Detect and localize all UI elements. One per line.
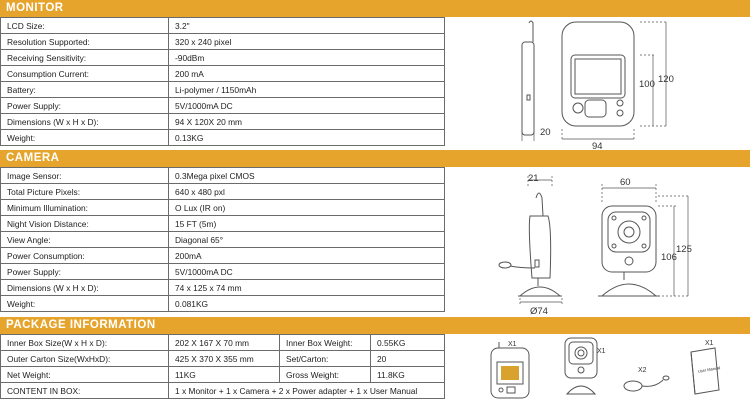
spec-value: O Lux (IR on): [169, 200, 445, 216]
spec-label: Night Vision Distance:: [1, 216, 169, 232]
table-row: [1, 168, 445, 184]
dim-label: 125: [676, 244, 692, 255]
spec-value: 5V/1000mA DC: [169, 264, 445, 280]
quantity-label: X1: [597, 348, 606, 355]
spec-value: 11.8KG: [371, 367, 445, 383]
dim-label: 120: [658, 74, 674, 85]
spec-value: 0.3Mega pixel CMOS: [169, 168, 445, 184]
table-row: [1, 383, 445, 399]
spec-label: Receiving Sensitivity:: [1, 50, 169, 66]
spec-value: 200mA: [169, 248, 445, 264]
spec-value: 0.13KG: [169, 130, 445, 146]
spec-value: Li-polymer / 1150mAh: [169, 82, 445, 98]
spec-value: 20: [371, 351, 445, 367]
table-row: [1, 296, 445, 312]
spec-value: 5V/1000mA DC: [169, 98, 445, 114]
spec-value: 425 X 370 X 355 mm: [169, 351, 280, 367]
spec-value: 320 x 240 pixel: [169, 34, 445, 50]
dim-label: 20: [540, 127, 551, 138]
section-header-package: PACKAGE INFORMATION: [0, 317, 750, 334]
table-row: [1, 18, 445, 34]
spec-label: Dimensions (W x H x D):: [1, 114, 169, 130]
spec-label: Weight:: [1, 296, 169, 312]
table-row: [1, 200, 445, 216]
package-spec-table: [0, 334, 445, 399]
table-row: [1, 34, 445, 50]
dim-label: 60: [620, 177, 631, 188]
dim-label: 94: [592, 141, 603, 150]
table-row: [1, 351, 445, 367]
spec-value: 640 x 480 pxl: [169, 184, 445, 200]
spec-label: LCD Size:: [1, 18, 169, 34]
spec-label: Gross Weight:: [280, 367, 371, 383]
spec-label: Image Sensor:: [1, 168, 169, 184]
table-row: [1, 280, 445, 296]
spec-label: Resolution Supported:: [1, 34, 169, 50]
dim-label: 21: [528, 173, 539, 184]
spec-label: Inner Box Size(W x H x D):: [1, 335, 169, 351]
power-adapter-icon: [624, 376, 669, 391]
spec-value: 15 FT (5m): [169, 216, 445, 232]
section-header-monitor: MONITOR: [0, 0, 750, 17]
spec-label: Set/Carton:: [280, 351, 371, 367]
quantity-label: X2: [638, 367, 647, 374]
monitor-dimension-drawing: [500, 17, 690, 150]
spec-label: Minimum Illumination:: [1, 200, 169, 216]
spec-label: Outer Carton Size(WxHxD):: [1, 351, 169, 367]
camera-spec-table: [0, 167, 445, 312]
spec-label: Total Picture Pixels:: [1, 184, 169, 200]
spec-label: Net Weight:: [1, 367, 169, 383]
spec-value: 0.081KG: [169, 296, 445, 312]
quantity-label: X1: [705, 340, 714, 347]
monitor-item-icon: [491, 342, 529, 398]
spec-value: 94 X 120X 20 mm: [169, 114, 445, 130]
spec-label: Power Supply:: [1, 98, 169, 114]
package-contents-drawing: [485, 334, 725, 400]
table-row: [1, 248, 445, 264]
table-row: [1, 232, 445, 248]
table-row: [1, 184, 445, 200]
spec-value: Diagonal 65°: [169, 232, 445, 248]
table-row: [1, 66, 445, 82]
spec-label: View Angle:: [1, 232, 169, 248]
dim-label: Ø74: [530, 306, 548, 316]
spec-label: Power Consumption:: [1, 248, 169, 264]
spec-value: 0.55KG: [371, 335, 445, 351]
table-row: [1, 367, 445, 383]
table-row: [1, 130, 445, 146]
dim-label: 106: [661, 252, 677, 263]
quantity-label: X1: [508, 341, 517, 348]
table-row: [1, 216, 445, 232]
spec-label: Weight:: [1, 130, 169, 146]
spec-value: 202 X 167 X 70 mm: [169, 335, 280, 351]
spec-value: 11KG: [169, 367, 280, 383]
spec-label: Consumption Current:: [1, 66, 169, 82]
table-row: [1, 98, 445, 114]
spec-value: -90dBm: [169, 50, 445, 66]
spec-label: Battery:: [1, 82, 169, 98]
spec-label: CONTENT IN BOX:: [1, 383, 169, 399]
camera-dimension-drawing: [490, 168, 700, 316]
camera-item-icon: [565, 338, 597, 394]
spec-value: 1 x Monitor + 1 x Camera + 2 x Power adapter + 1 x User Manual: [169, 383, 445, 399]
table-row: [1, 264, 445, 280]
spec-value: 3.2": [169, 18, 445, 34]
table-row: [1, 82, 445, 98]
table-row: [1, 335, 445, 351]
monitor-spec-table: [0, 17, 445, 146]
table-row: [1, 50, 445, 66]
spec-label: Power Supply:: [1, 264, 169, 280]
spec-value: 200 mA: [169, 66, 445, 82]
table-row: [1, 114, 445, 130]
spec-label: Dimensions (W x H x D):: [1, 280, 169, 296]
dim-label: 100: [639, 79, 655, 90]
spec-value: 74 x 125 x 74 mm: [169, 280, 445, 296]
manual-cover-text: User Manual: [697, 364, 721, 374]
section-header-camera: CAMERA: [0, 150, 750, 167]
spec-label: Inner Box Weight:: [280, 335, 371, 351]
